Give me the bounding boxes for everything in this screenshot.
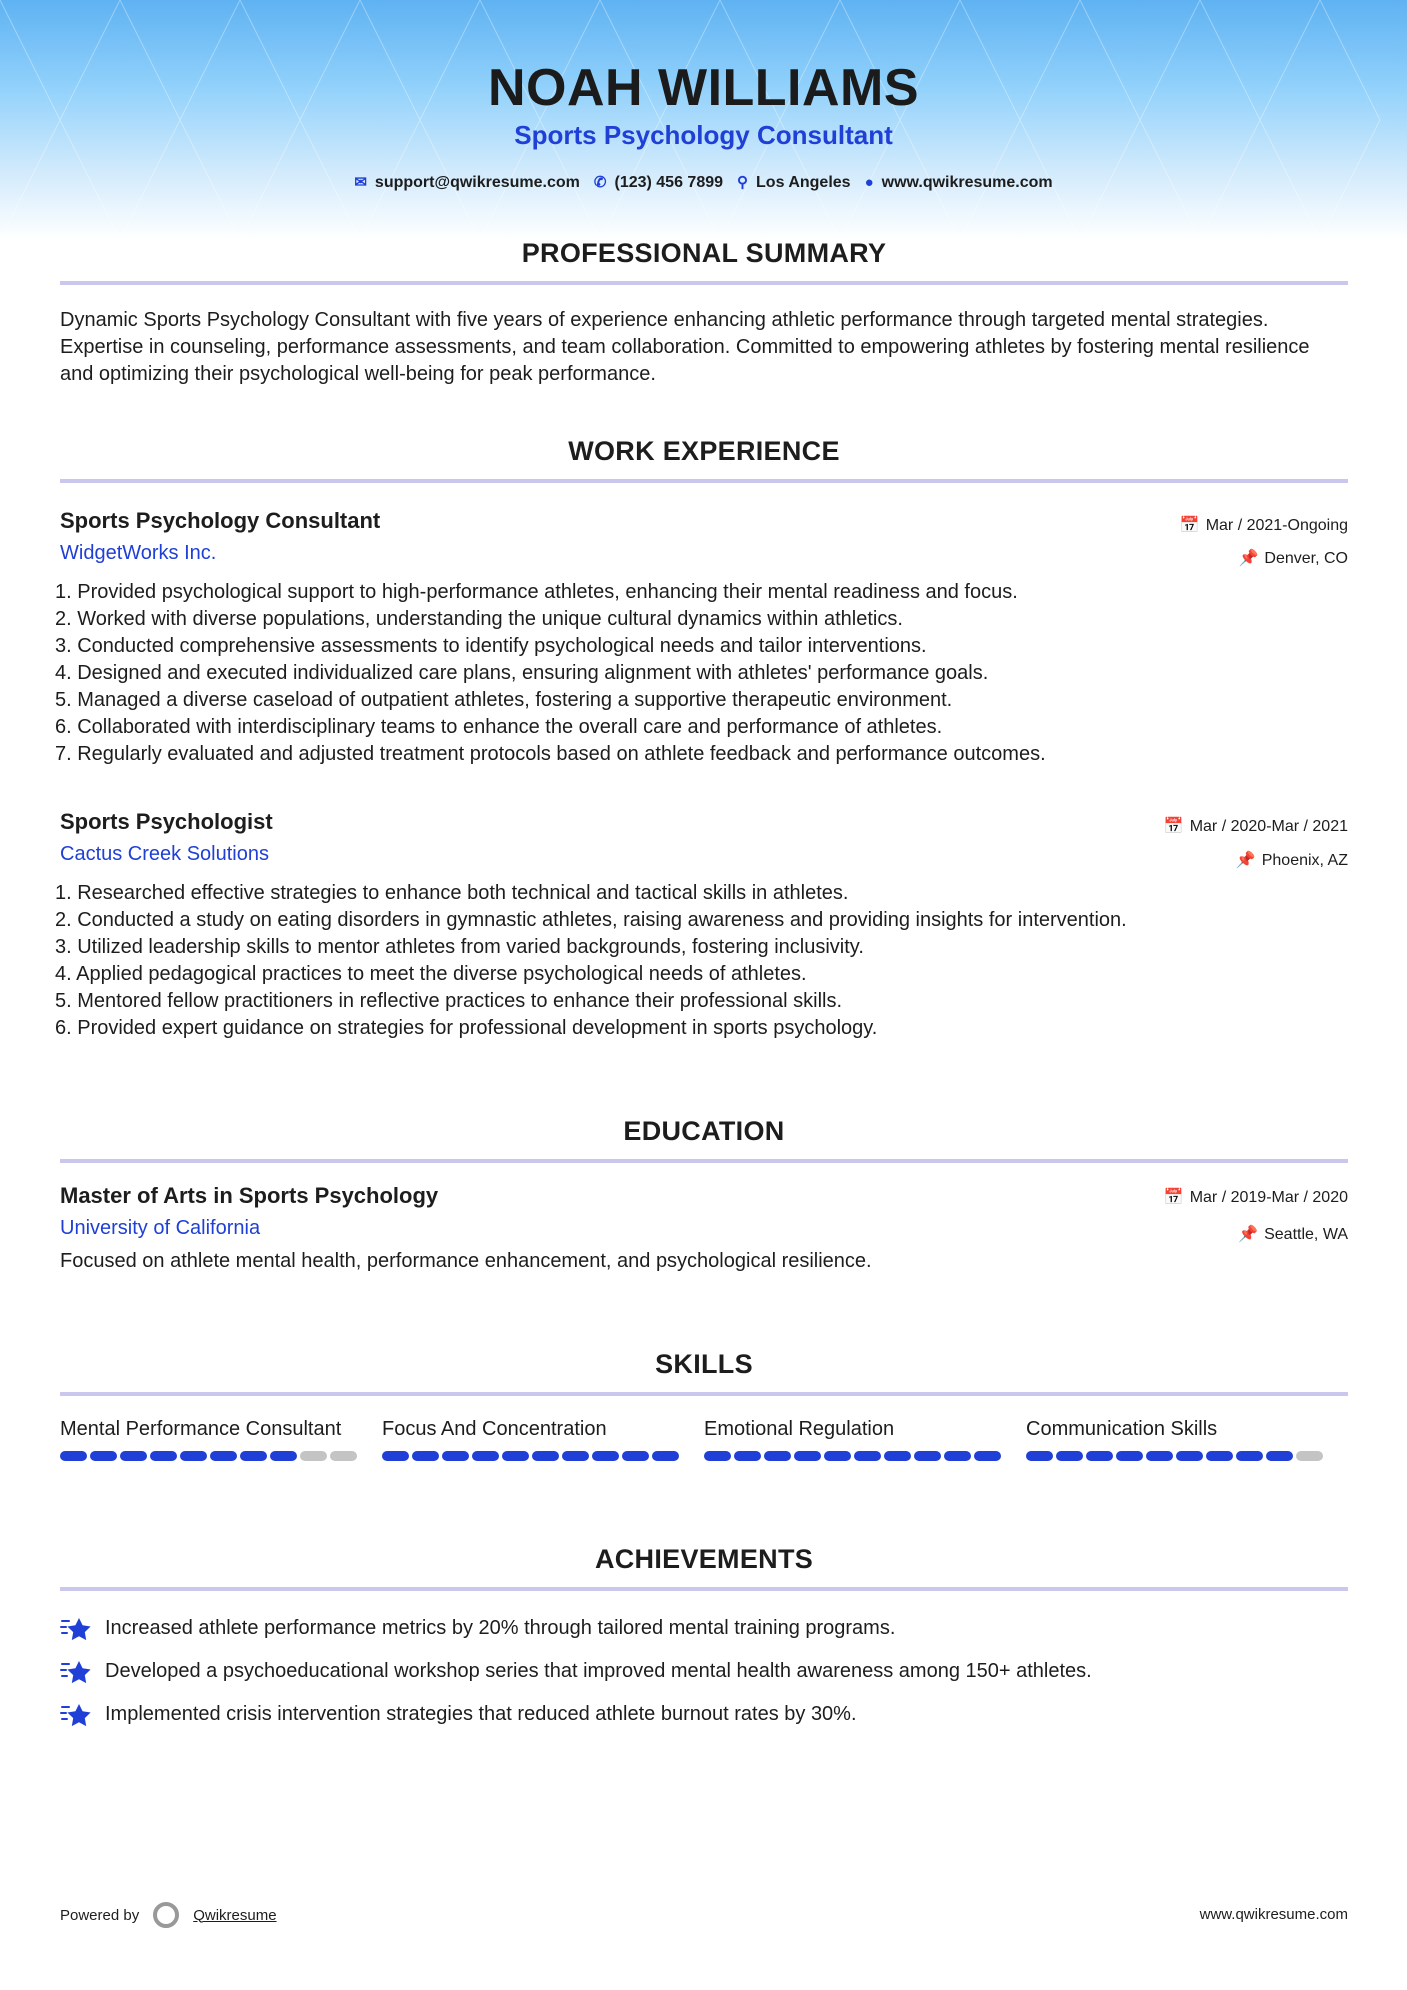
company-name: WidgetWorks Inc. xyxy=(60,542,217,564)
bullet: 3. Conducted comprehensive assessments to identify psychological needs and tailor interventions. xyxy=(55,635,927,657)
achievement-text: Increased athlete performance metrics by 20% through tailored mental training programs. xyxy=(105,1617,896,1639)
bullet: 4. Designed and executed individualized care plans, ensuring alignment with athletes' performance goals. xyxy=(55,662,989,684)
skill-segment xyxy=(240,1451,267,1461)
experience-section xyxy=(60,436,1348,483)
pin-icon: 📌 xyxy=(1235,852,1256,869)
education-dates: Mar / 2019-Mar / 2020 xyxy=(1189,1189,1348,1206)
skill-segment xyxy=(1116,1451,1143,1461)
skill-level-bar xyxy=(60,1451,382,1461)
skill-segment xyxy=(764,1451,791,1461)
skill-name: Mental Performance Consultant xyxy=(60,1418,342,1440)
education-section xyxy=(60,1116,1348,1275)
envelope-icon: ✉ xyxy=(354,174,367,191)
skill-item xyxy=(1026,1416,1348,1461)
bullet: 2. Worked with diverse populations, understanding the unique cultural dynamics within athletics. xyxy=(55,608,903,630)
bullet: 5. Mentored fellow practitioners in reflective practices to enhance their professional skills. xyxy=(55,990,843,1012)
skill-segment xyxy=(180,1451,207,1461)
globe-icon: ● xyxy=(864,173,874,191)
summary-section xyxy=(60,238,1348,388)
job-bullets xyxy=(55,880,1348,1042)
contact-bar xyxy=(0,173,1407,192)
skill-name: Emotional Regulation xyxy=(704,1418,895,1440)
skill-segment xyxy=(652,1451,679,1461)
skills-heading: SKILLS xyxy=(655,1349,753,1379)
bullet: 1. Provided psychological support to high-performance athletes, enhancing their mental readiness and focus. xyxy=(55,581,1018,603)
education-location: Seattle, WA xyxy=(1264,1226,1348,1243)
job-location: Denver, CO xyxy=(1264,550,1348,567)
skill-segment xyxy=(704,1451,731,1461)
achievements-section xyxy=(60,1544,1348,1736)
skill-level-bar xyxy=(1026,1451,1348,1461)
skill-item xyxy=(382,1416,704,1461)
skill-segment xyxy=(210,1451,237,1461)
summary-text: Dynamic Sports Psychology Consultant with five years of experience enhancing athletic performance through targeted mental strategies. Expertise in counseling, performance assessments, and team collaboration. Committed to empowering athletes by fostering mental resilience and optimizing their psychological well-being for peak performance. xyxy=(60,309,1310,385)
skill-segment xyxy=(974,1451,1001,1461)
skill-segment xyxy=(60,1451,87,1461)
skill-segment xyxy=(412,1451,439,1461)
divider xyxy=(60,1587,1348,1591)
skill-segment xyxy=(330,1451,357,1461)
skill-segment xyxy=(944,1451,971,1461)
skill-level-bar xyxy=(704,1451,1026,1461)
skill-level-bar xyxy=(382,1451,704,1461)
achievement-text: Developed a psychoeducational workshop series that improved mental health awareness among 150+ athletes. xyxy=(105,1660,1092,1682)
job-title: Sports Psychology Consultant xyxy=(60,508,381,533)
divider xyxy=(60,1159,1348,1163)
location-text: Los Angeles xyxy=(756,174,851,191)
education-heading: EDUCATION xyxy=(623,1116,785,1146)
skill-segment xyxy=(1296,1451,1323,1461)
calendar-icon: 📅 xyxy=(1163,818,1184,835)
skill-segment xyxy=(532,1451,559,1461)
email-link[interactable]: support@qwikresume.com xyxy=(374,174,580,191)
job-dates: Mar / 2020-Mar / 2021 xyxy=(1189,818,1348,835)
bullet: 5. Managed a diverse caseload of outpatient athletes, fostering a supportive therapeutic environment. xyxy=(55,689,953,711)
footer-left xyxy=(60,1902,277,1928)
bullet: 7. Regularly evaluated and adjusted treatment protocols based on athlete feedback and performance outcomes. xyxy=(55,743,1046,765)
star-icon xyxy=(60,1658,92,1686)
map-pin-icon: ⚲ xyxy=(737,174,749,191)
header-banner xyxy=(0,0,1407,240)
skill-name: Communication Skills xyxy=(1026,1418,1218,1440)
pin-icon: 📌 xyxy=(1238,550,1259,567)
skill-segment xyxy=(1266,1451,1293,1461)
bullet: 1. Researched effective strategies to enhance both technical and tactical skills in athletes. xyxy=(55,882,849,904)
phone-icon: ✆ xyxy=(593,174,607,191)
skill-segment xyxy=(442,1451,469,1461)
skill-segment xyxy=(300,1451,327,1461)
bullet: 2. Conducted a study on eating disorders in gymnastic athletes, raising awareness and providing insights for intervention. xyxy=(55,909,1127,931)
skill-segment xyxy=(1206,1451,1233,1461)
phone-text: (123) 456 7899 xyxy=(614,174,724,191)
achievement-text: Implemented crisis intervention strategies that reduced athlete burnout rates by 30%. xyxy=(105,1703,857,1725)
divider xyxy=(60,479,1348,483)
skill-segment xyxy=(1176,1451,1203,1461)
skill-segment xyxy=(1236,1451,1263,1461)
powered-by-text: Powered by xyxy=(60,1906,140,1924)
bullet: 4. Applied pedagogical practices to meet the diverse psychological needs of athletes. xyxy=(55,963,807,985)
skill-segment xyxy=(622,1451,649,1461)
job-entry xyxy=(55,508,1348,768)
job-title: Sports Psychologist xyxy=(60,809,273,834)
skill-segment xyxy=(270,1451,297,1461)
job-dates: Mar / 2021-Ongoing xyxy=(1205,517,1348,534)
skill-segment xyxy=(120,1451,147,1461)
skill-segment xyxy=(1146,1451,1173,1461)
candidate-title: Sports Psychology Consultant xyxy=(514,120,893,150)
footer-website[interactable]: www.qwikresume.com xyxy=(1199,1906,1348,1923)
qwikresume-logo-icon xyxy=(153,1902,179,1928)
star-icon xyxy=(60,1615,92,1643)
skill-segment xyxy=(562,1451,589,1461)
skill-segment xyxy=(502,1451,529,1461)
skills-section xyxy=(60,1349,1348,1461)
skill-segment xyxy=(472,1451,499,1461)
summary-heading: PROFESSIONAL SUMMARY xyxy=(521,238,887,268)
bullet: 6. Provided expert guidance on strategies for professional development in sports psychology. xyxy=(55,1017,878,1039)
brand-link[interactable]: Qwikresume xyxy=(193,1906,277,1924)
job-entry xyxy=(55,809,1348,1042)
skill-segment xyxy=(1056,1451,1083,1461)
skill-item xyxy=(704,1416,1026,1461)
skill-segment xyxy=(914,1451,941,1461)
degree-title: Master of Arts in Sports Psychology xyxy=(60,1183,439,1208)
skill-segment xyxy=(382,1451,409,1461)
skill-segment xyxy=(824,1451,851,1461)
skill-segment xyxy=(884,1451,911,1461)
calendar-icon: 📅 xyxy=(1179,517,1200,534)
job-bullets xyxy=(55,579,1348,768)
skill-name: Focus And Concentration xyxy=(382,1418,607,1440)
bullet: 6. Collaborated with interdisciplinary teams to enhance the overall care and performance of athletes. xyxy=(55,716,943,738)
calendar-icon: 📅 xyxy=(1163,1189,1184,1206)
skill-segment xyxy=(734,1451,761,1461)
achievement-item xyxy=(60,1693,1348,1736)
bullet: 3. Utilized leadership skills to mentor athletes from varied backgrounds, fostering inclusivity. xyxy=(55,936,864,958)
experience-heading: WORK EXPERIENCE xyxy=(568,436,840,466)
skill-item xyxy=(60,1416,382,1461)
star-icon xyxy=(60,1701,92,1729)
company-name: Cactus Creek Solutions xyxy=(60,843,269,865)
skill-segment xyxy=(150,1451,177,1461)
school-name: University of California xyxy=(60,1217,261,1239)
skill-segment xyxy=(794,1451,821,1461)
candidate-name: NOAH WILLIAMS xyxy=(487,59,920,117)
divider xyxy=(60,1392,1348,1396)
pin-icon: 📌 xyxy=(1238,1226,1259,1243)
skill-segment xyxy=(1026,1451,1053,1461)
job-location: Phoenix, AZ xyxy=(1261,852,1348,869)
achievements-heading: ACHIEVEMENTS xyxy=(594,1544,814,1574)
website-link[interactable]: www.qwikresume.com xyxy=(881,173,1053,191)
achievement-item xyxy=(60,1607,1348,1650)
education-description: Focused on athlete mental health, performance enhancement, and psychological resilience. xyxy=(60,1250,872,1272)
skill-segment xyxy=(854,1451,881,1461)
achievement-item xyxy=(60,1650,1348,1693)
skill-segment xyxy=(90,1451,117,1461)
skill-segment xyxy=(592,1451,619,1461)
skill-segment xyxy=(1086,1451,1113,1461)
divider xyxy=(60,281,1348,285)
